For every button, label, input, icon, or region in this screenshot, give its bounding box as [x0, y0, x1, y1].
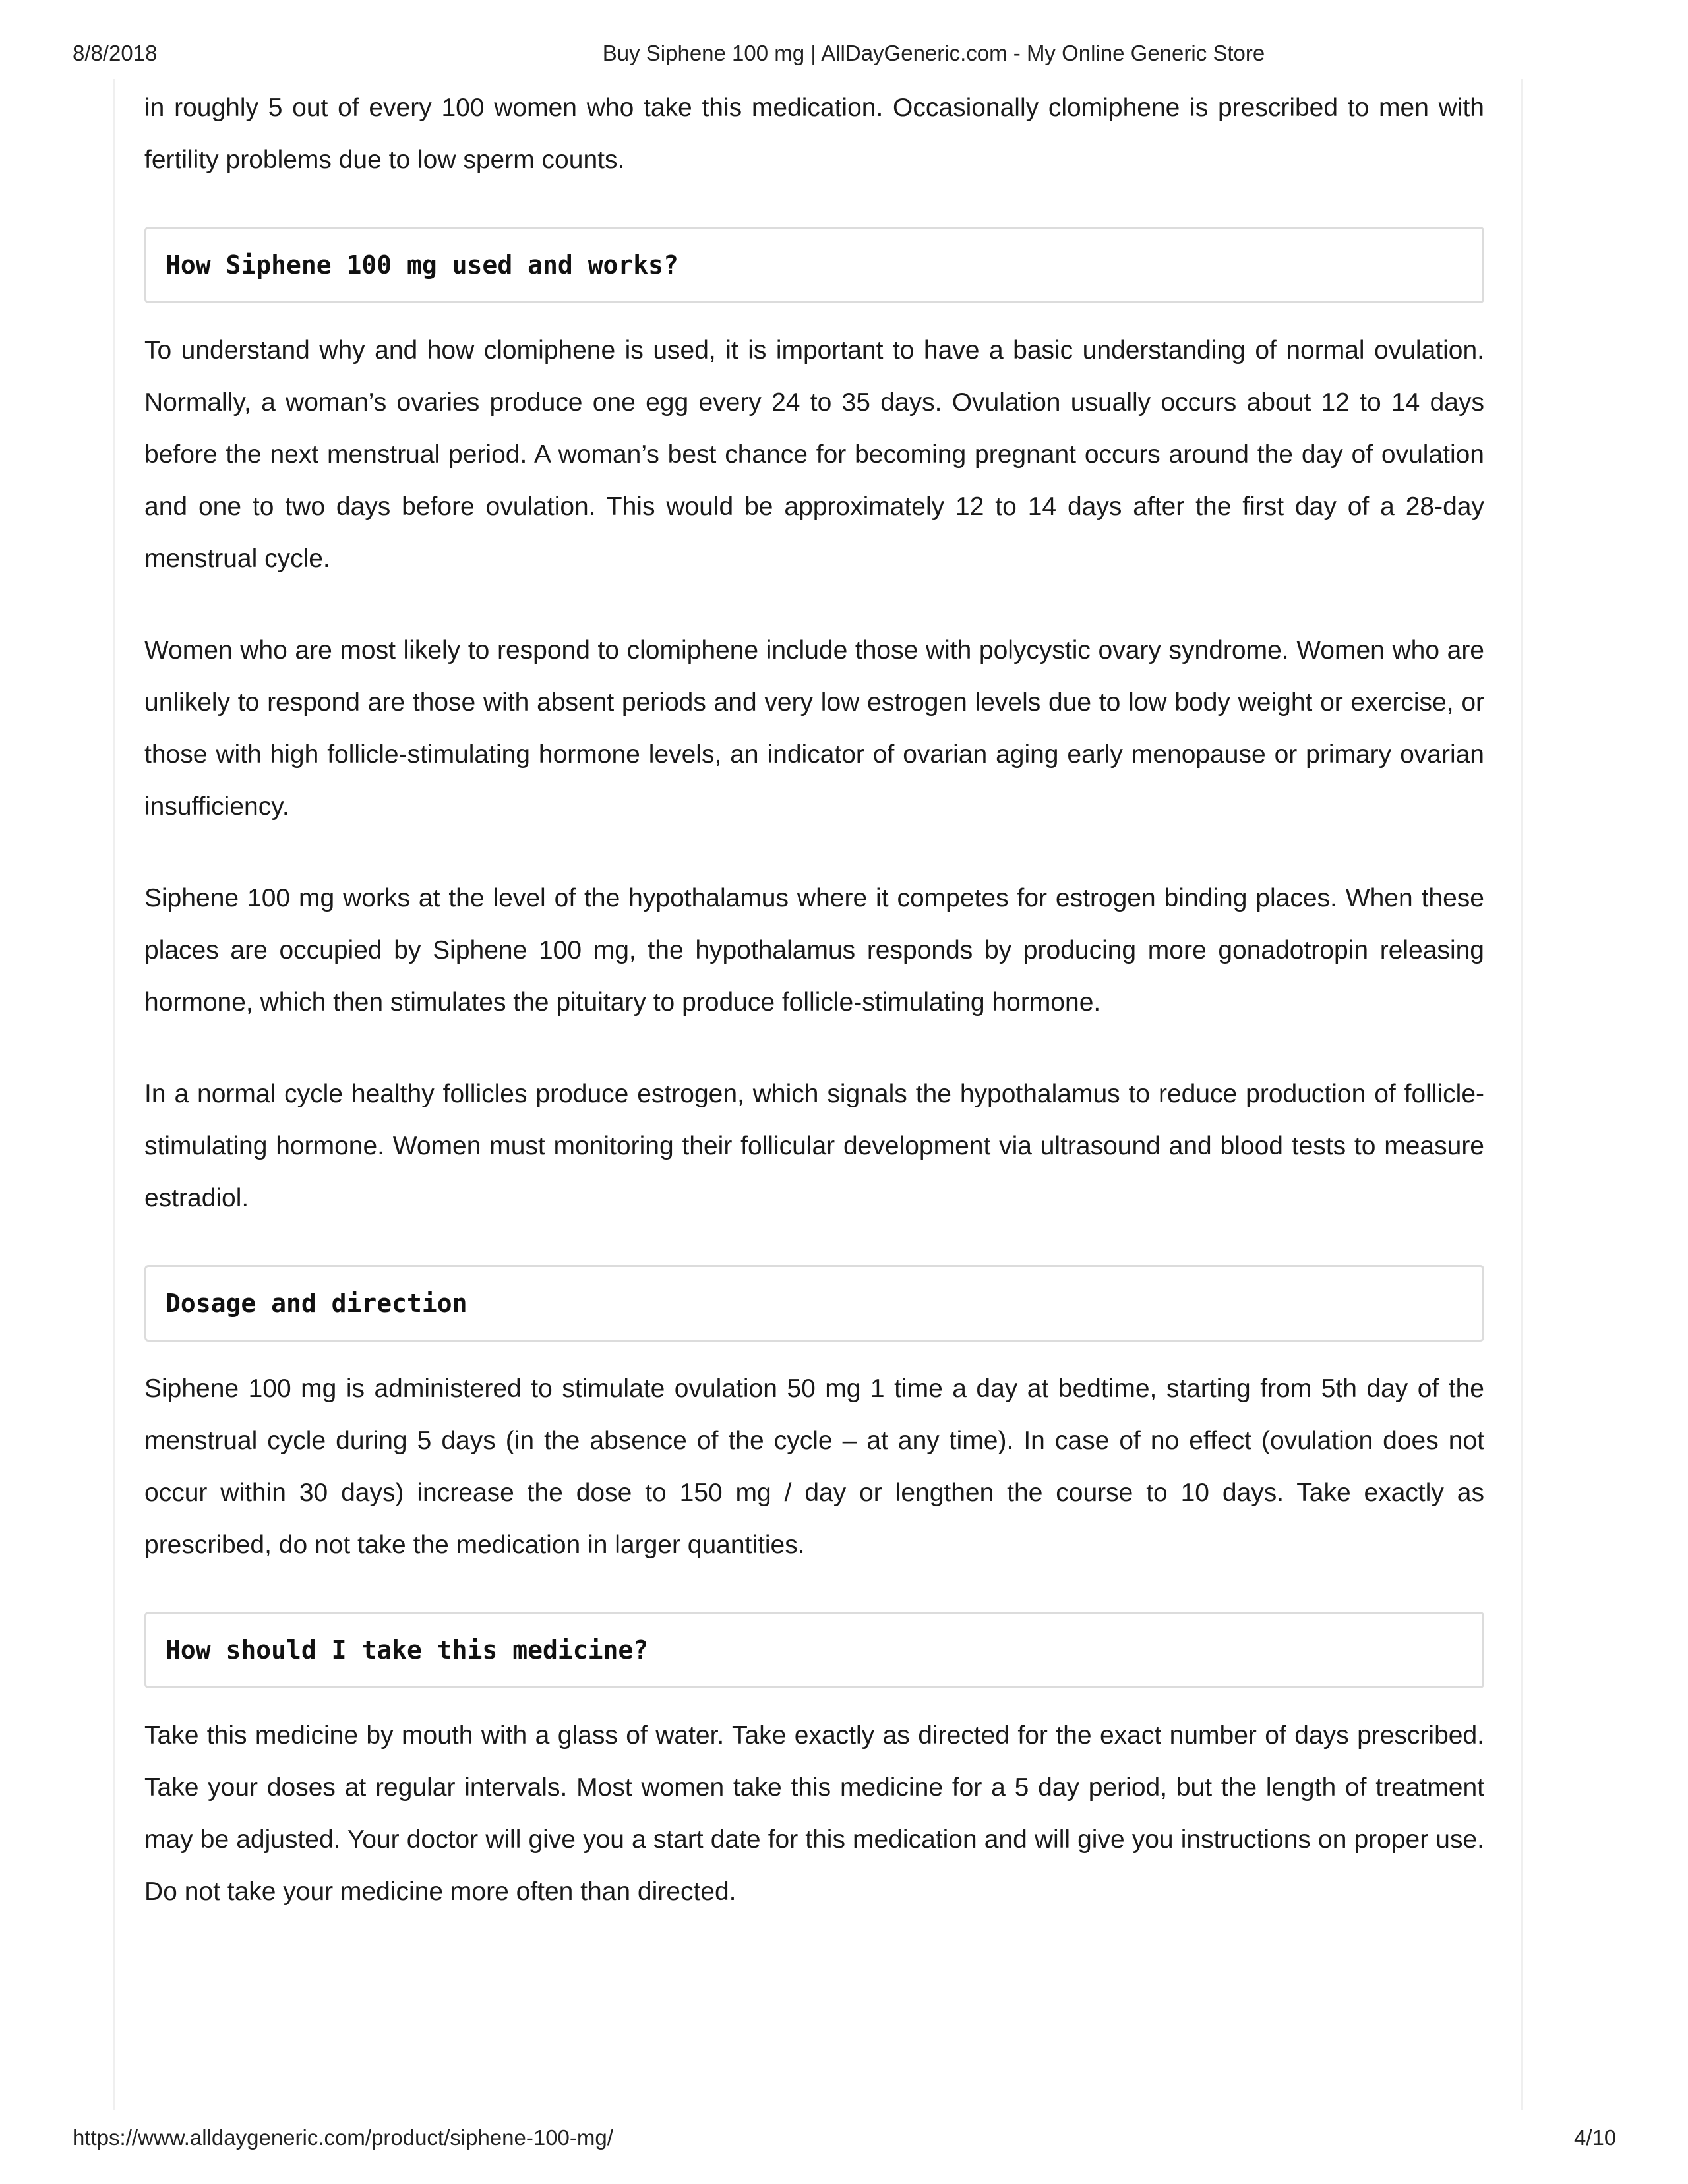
- section-heading-how-works: [144, 227, 1484, 303]
- print-url: https://www.alldaygeneric.com/product/siphene-100-mg/: [73, 2125, 613, 2150]
- paragraph: In a normal cycle healthy follicles produce estrogen, which signals the hypothalamus to reduce production of follicle-stimulating hormone. Women must monitoring their follicular development via ultrasound and blood tests to measure estradiol.: [144, 1080, 1484, 1212]
- print-page-number: 4/10: [1574, 2125, 1617, 2150]
- paragraph: To understand why and how clomiphene is used, it is important to have a basic understanding of normal ovulation. Normally, a woman’s ovaries produce one egg every 24 to 35 days. Ovulation usually occurs about 12 to 14 days before the next menstrual period. A woman’s best chance for becoming pregnant occurs around the day of ovulation and one to two days before ovulation. This would be approximately 12 to 14 days after the first day of a 28-day menstrual cycle.: [144, 336, 1484, 573]
- intro-paragraph: in roughly 5 out of every 100 women who take this medication. Occasionally clomiphene is prescribed to men with fertility problems due to low sperm counts.: [144, 94, 1484, 174]
- section-heading-text: How should I take this medicine?: [166, 1636, 649, 1665]
- print-footer: [0, 2125, 1688, 2152]
- paragraph: Women who are most likely to respond to clomiphene include those with polycystic ovary syndrome. Women who are unlikely to respond are those with absent periods and very low estrogen levels due to low body weight or exercise, or those with high follicle-stimulating hormone levels, an indicator of ovarian aging early menopause or primary ovarian insufficiency.: [144, 636, 1484, 821]
- section-heading-text: Dosage and direction: [166, 1289, 467, 1318]
- section-heading-dosage: [144, 1265, 1484, 1342]
- paragraph: Siphene 100 mg is administered to stimulate ovulation 50 mg 1 time a day at bedtime, starting from 5th day of the menstrual cycle during 5 days (in the absence of the cycle – at any time). In case of no effect (ovulation does not occur within 30 days) increase the dose to 150 mg / day or lengthen the course to 10 days. Take exactly as prescribed, do not take the medication in larger quantities.: [144, 1374, 1484, 1559]
- section-heading-how-take: [144, 1612, 1484, 1688]
- paragraph: Siphene 100 mg works at the level of the hypothalamus where it competes for estrogen binding places. When these places are occupied by Siphene 100 mg, the hypothalamus responds by producing more gonadotropin releasing hormone, which then stimulates the pituitary to produce follicle-stimulating hormone.: [144, 884, 1484, 1017]
- article-content: [144, 82, 1484, 1918]
- print-header: [0, 41, 1688, 67]
- section-heading-text: How Siphene 100 mg used and works?: [166, 251, 678, 280]
- paragraph: Take this medicine by mouth with a glass of water. Take exactly as directed for the exact number of days prescribed. Take your doses at regular intervals. Most women take this medicine for a 5 day period, but the length of treatment may be adjusted. Your doctor will give you a start date for this medication and will give you instructions on proper use. Do not take your medicine more often than directed.: [144, 1721, 1484, 1906]
- print-page-title: Buy Siphene 100 mg | AllDayGeneric.com - My Online Generic Store: [602, 41, 1265, 65]
- print-date: 8/8/2018: [73, 41, 158, 65]
